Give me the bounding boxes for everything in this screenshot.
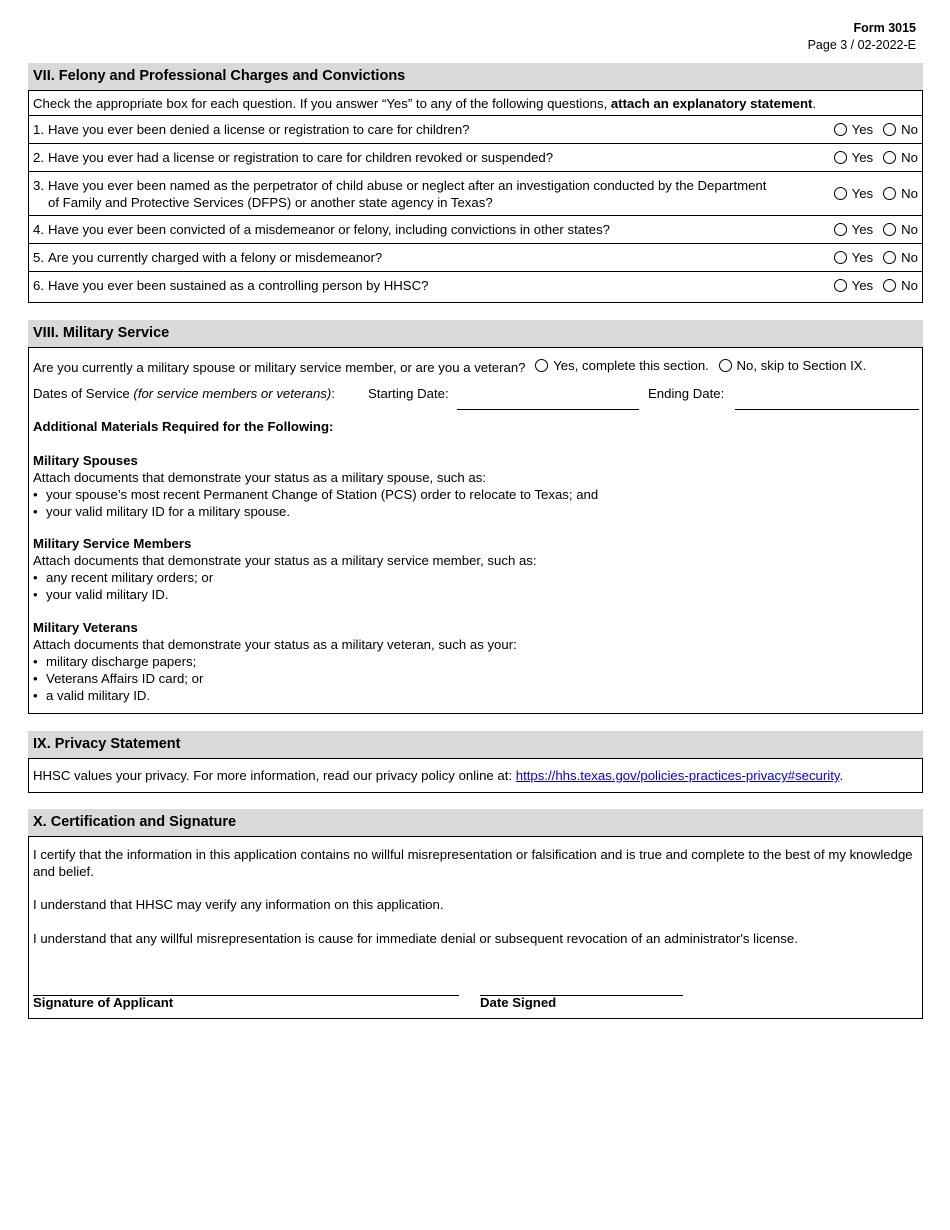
radio-button[interactable] bbox=[883, 279, 896, 292]
verification-paragraph: I understand that HHSC may verify any information on this application. bbox=[33, 897, 444, 912]
starting-date-field[interactable] bbox=[457, 408, 639, 410]
yes-option[interactable]: Yes bbox=[834, 150, 874, 165]
section-title: VII. Felony and Professional Charges and Convictions bbox=[28, 63, 923, 90]
no-option[interactable]: No bbox=[883, 186, 918, 201]
question-text: Have you ever been convicted of a misdemeanor or felony, including convictions in other states? bbox=[48, 222, 611, 237]
radio-button[interactable] bbox=[535, 359, 548, 372]
military-yes-option[interactable]: Yes, complete this section. bbox=[535, 357, 709, 374]
additional-materials-heading: Additional Materials Required for the Following: bbox=[33, 419, 334, 434]
list-item: • your valid military ID for a military spouse. bbox=[33, 504, 291, 519]
section-felony-charges bbox=[28, 63, 923, 303]
section-title: X. Certification and Signature bbox=[28, 809, 923, 836]
list-item: • your valid military ID. bbox=[33, 587, 169, 602]
no-option[interactable]: No bbox=[883, 278, 918, 293]
radio-button[interactable] bbox=[834, 151, 847, 164]
list-item: • military discharge papers; bbox=[33, 654, 197, 669]
military-no-option[interactable]: No, skip to Section IX. bbox=[719, 357, 867, 374]
yes-option[interactable]: Yes bbox=[834, 278, 874, 293]
radio-button[interactable] bbox=[834, 251, 847, 264]
list-item: • a valid military ID. bbox=[33, 688, 151, 703]
section-body bbox=[28, 90, 923, 303]
radio-button[interactable] bbox=[834, 187, 847, 200]
military-veterans-heading: Military Veterans bbox=[33, 620, 138, 635]
yes-no-group bbox=[815, 278, 918, 293]
section-certification-signature bbox=[28, 809, 923, 1019]
radio-button[interactable] bbox=[834, 223, 847, 236]
section-body bbox=[28, 758, 923, 793]
signature-label: Signature of Applicant bbox=[33, 995, 174, 1010]
question-row-5: 5. Are you currently charged with a felony or misdemeanor? Yes No bbox=[29, 243, 922, 271]
ending-date-field[interactable] bbox=[735, 408, 919, 410]
section-title: IX. Privacy Statement bbox=[28, 731, 923, 758]
yes-no-group bbox=[815, 122, 918, 137]
radio-button[interactable] bbox=[719, 359, 732, 372]
question-text: Have you ever been sustained as a controlling person by HHSC? bbox=[48, 278, 429, 293]
radio-button[interactable] bbox=[883, 223, 896, 236]
question-text: Have you ever had a license or registration to care for children revoked or suspended? bbox=[48, 150, 554, 165]
military-members-block: Military Service Members Attach documents that demonstrate your status as a military service member, such as: • any recent military orders; or • your valid military ID. bbox=[33, 536, 537, 602]
question-row-1: 1. Have you ever been denied a license or registration to care for children? Yes No bbox=[29, 115, 922, 143]
question-row-6: 6. Have you ever been sustained as a controlling person by HHSC? Yes No bbox=[29, 271, 922, 299]
section-military-service bbox=[28, 320, 923, 714]
instructions: Check the appropriate box for each question. If you answer “Yes” to any of the following questions, attach an explanatory statement. bbox=[33, 96, 817, 111]
question-text: Are you currently charged with a felony or misdemeanor? bbox=[48, 250, 383, 265]
question-text: Have you ever been named as the perpetrator of child abuse or neglect after an investigation conducted by the Department bbox=[48, 177, 767, 193]
radio-button[interactable] bbox=[883, 251, 896, 264]
section-title: VIII. Military Service bbox=[28, 320, 923, 347]
question-row-2: 2. Have you ever had a license or registration to care for children revoked or suspended? Yes No bbox=[29, 143, 922, 171]
radio-button[interactable] bbox=[883, 187, 896, 200]
no-option[interactable]: No bbox=[883, 150, 918, 165]
radio-button[interactable] bbox=[834, 123, 847, 136]
question-text: Have you ever been denied a license or registration to care for children? bbox=[48, 122, 470, 137]
question-row-4: 4. Have you ever been convicted of a misdemeanor or felony, including convictions in other states? Yes No bbox=[29, 215, 922, 243]
radio-button[interactable] bbox=[883, 123, 896, 136]
military-members-heading: Military Service Members bbox=[33, 536, 192, 551]
privacy-text: HHSC values your privacy. For more information, read our privacy policy online at: https://hhs.texas.gov/policies-practices-privacy#security. bbox=[33, 768, 844, 783]
question-row-3: 3. Have you ever been named as the perpetrator of child abuse or neglect after an investigation conducted by the Department of Family and Protective Services (DFPS) or another state agency in Texas? Yes No bbox=[29, 171, 922, 215]
yes-option[interactable]: Yes bbox=[834, 250, 874, 265]
privacy-policy-link[interactable]: https://hhs.texas.gov/policies-practices-privacy#security bbox=[515, 768, 840, 783]
page-info: Page 3 / 02-2022-E bbox=[807, 38, 916, 52]
yes-no-group bbox=[815, 186, 918, 201]
section-privacy-statement bbox=[28, 731, 923, 793]
starting-date-label: Starting Date: bbox=[368, 386, 449, 401]
list-item: • Veterans Affairs ID card; or bbox=[33, 671, 204, 686]
certification-paragraph: I certify that the information in this application contains no willful misrepresentation or falsification and is true and complete to the best of my knowledge and belief. bbox=[33, 847, 913, 879]
section-body bbox=[28, 347, 923, 714]
list-item: • your spouse’s most recent Permanent Change of Station (PCS) order to relocate to Texas; and bbox=[33, 487, 599, 502]
yes-no-group bbox=[815, 250, 918, 265]
radio-button[interactable] bbox=[834, 279, 847, 292]
yes-no-group bbox=[815, 150, 918, 165]
yes-no-group bbox=[815, 222, 918, 237]
form-number: Form 3015 bbox=[853, 21, 916, 35]
section-body bbox=[28, 836, 923, 1019]
list-item: • any recent military orders; or bbox=[33, 570, 214, 585]
date-signed-label: Date Signed bbox=[480, 995, 557, 1010]
dates-of-service-label: Dates of Service (for service members or veterans): bbox=[33, 386, 335, 401]
radio-button[interactable] bbox=[883, 151, 896, 164]
misrepresentation-paragraph: I understand that any willful misrepresentation is cause for immediate denial or subsequent revocation of an administrator's license. bbox=[33, 931, 798, 946]
military-veterans-block: Military Veterans Attach documents that demonstrate your status as a military veteran, such as your: • military discharge papers; • Veterans Affairs ID card; or • a valid military ID. bbox=[33, 620, 517, 703]
page-header bbox=[808, 20, 916, 54]
yes-option[interactable]: Yes bbox=[834, 222, 874, 237]
military-question: Are you currently a military spouse or military service member, or are you a veteran? Yes, complete this section. No, skip to Section IX. bbox=[33, 358, 867, 375]
no-option[interactable]: No bbox=[883, 122, 918, 137]
military-spouses-block: Military Spouses Attach documents that demonstrate your status as a military spouse, such as: • your spouse’s most recent Permanent Change of Station (PCS) order to relocate to Texas; and • your valid military ID for a military spouse. bbox=[33, 453, 599, 519]
no-option[interactable]: No bbox=[883, 222, 918, 237]
military-spouses-heading: Military Spouses bbox=[33, 453, 138, 468]
yes-option[interactable]: Yes bbox=[834, 122, 874, 137]
ending-date-label: Ending Date: bbox=[648, 386, 725, 401]
no-option[interactable]: No bbox=[883, 250, 918, 265]
yes-option[interactable]: Yes bbox=[834, 186, 874, 201]
